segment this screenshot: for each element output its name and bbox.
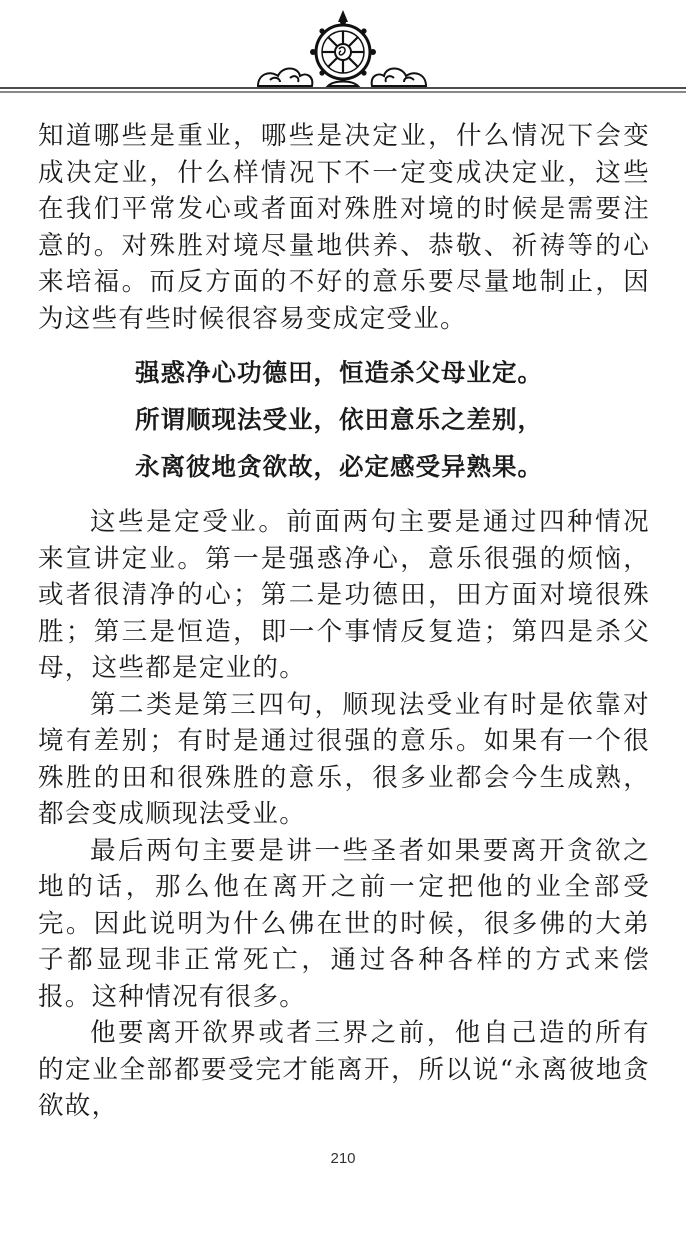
paragraph: 这些是定受业。前面两句主要是通过四种情况来宣讲定业。第一是强惑净心，意乐很强的烦恼，或者很清净的心；第二是功德田，田方面对境很殊胜；第三是恒造，即一个事情反复造；第四是杀父母，这些都是定业的。	[38, 507, 650, 683]
paragraph: 他要离开欲界或者三界之前，他自己造的所有的定业全部都要受完才能离开，所以说“永离彼地贪欲故，	[38, 1018, 650, 1121]
cloud-ornament-icon	[258, 69, 312, 87]
paragraph: 知道哪些是重业，哪些是决定业，什么情况下会变成决定业，什么样情况下不一定变成决定业，这些在我们平常发心或者面对殊胜对境的时候是需要注意的。对殊胜对境尽量地供养、恭敬、祈祷等的心来培福。而反方面的不好的意乐要尽量地制止，因为这些有些时候很容易变成定受业。	[38, 121, 650, 334]
page-header-ornament	[0, 0, 686, 110]
verse-block	[38, 349, 650, 490]
verse-line: 永离彼地贪欲故，必定感受异熟果。	[135, 452, 543, 481]
cloud-ornament-icon	[372, 69, 426, 87]
page-number: 210	[330, 1150, 356, 1167]
dharma-wheel-icon	[310, 10, 376, 86]
verse-line: 强惑净心功德田，恒造杀父母业定。	[135, 358, 543, 387]
page-body	[38, 118, 650, 1125]
verse-line: 所谓顺现法受业，依田意乐之差别，	[135, 405, 543, 434]
paragraph: 最后两句主要是讲一些圣者如果要离开贪欲之地的话，那么他在离开之前一定把他的业全部受完。因此说明为什么佛在世的时候，很多佛的大弟子都显现非正常死亡，通过各种各样的方式来偿报。这种情况有很多。	[38, 835, 650, 1012]
header-rule	[0, 88, 686, 92]
paragraph: 第二类是第三四句，顺现法受业有时是依靠对境有差别；有时是通过很强的意乐。如果有一个很殊胜的田和很殊胜的意乐，很多业都会今生成熟，都会变成顺现法受业。	[38, 689, 650, 829]
